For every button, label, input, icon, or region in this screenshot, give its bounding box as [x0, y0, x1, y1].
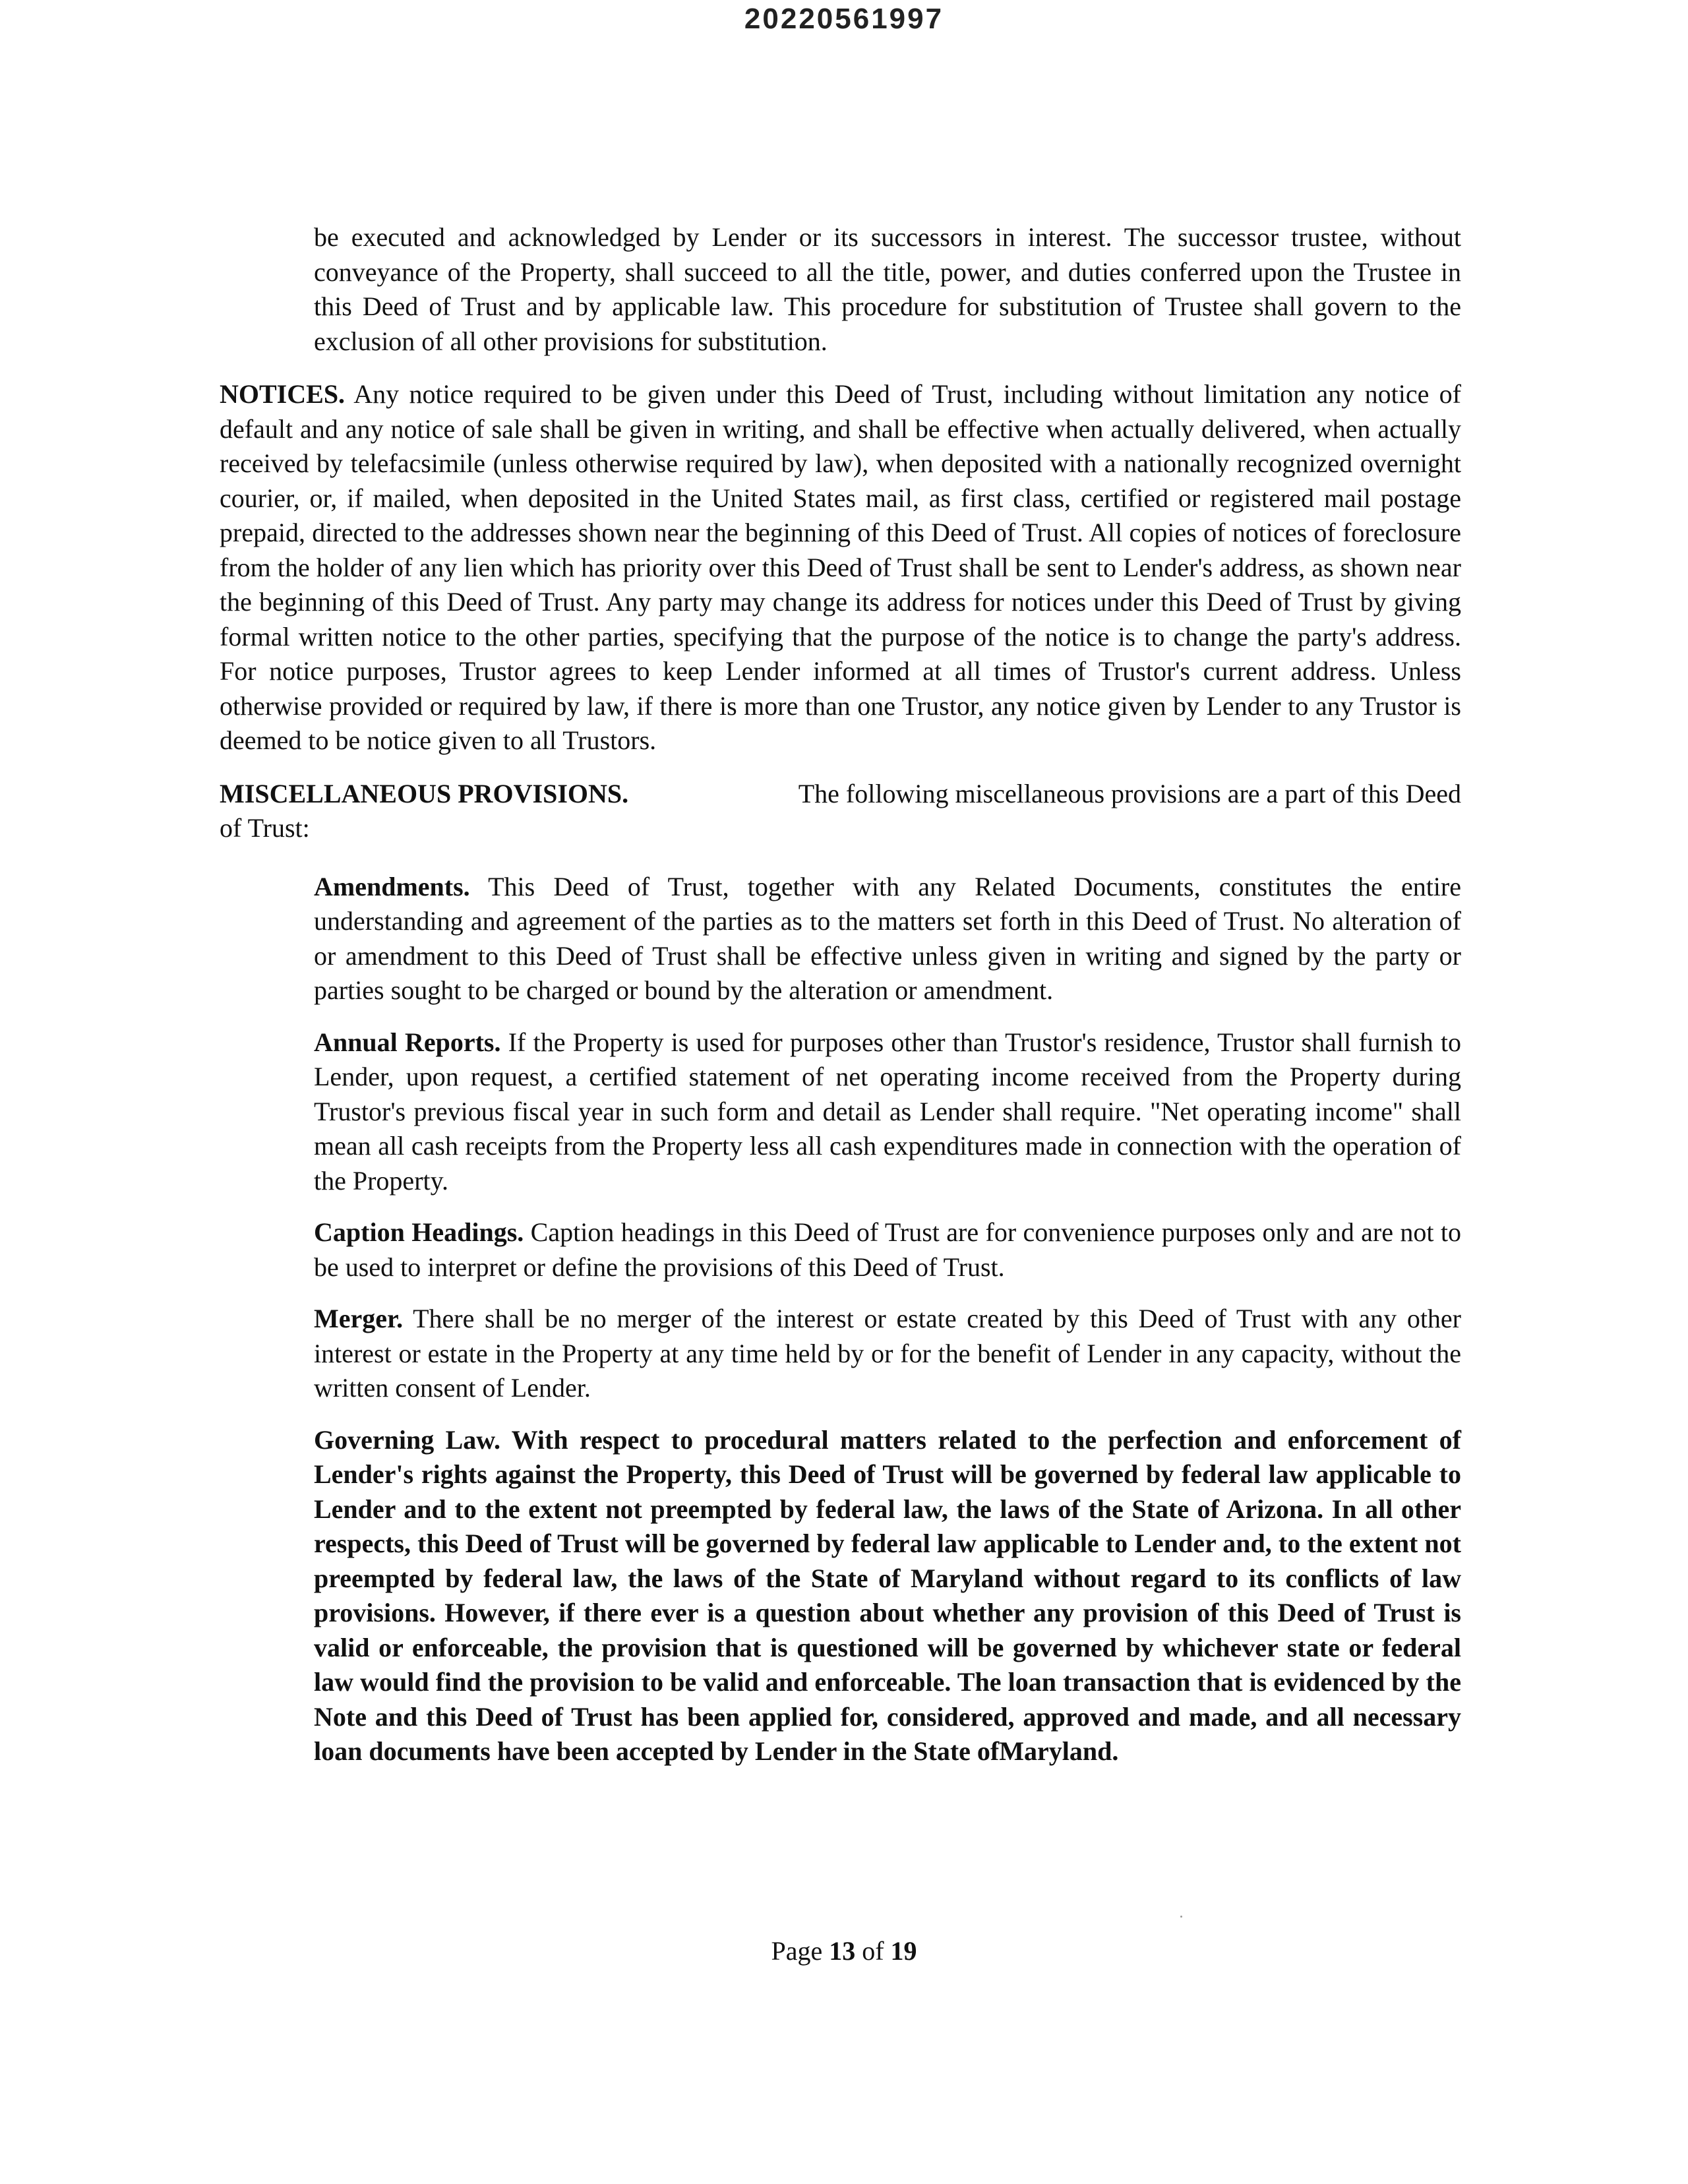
- provision-annual-reports: [314, 1025, 1461, 1199]
- provision-amendments: [314, 870, 1461, 1008]
- provision-text: This Deed of Trust, together with any Related Documents, constitutes the entire understanding and agreement of the parties as to the matters set forth in this Deed of Trust. No alteration of or amendment to this Deed of Trust shall be effective unless given in writing and signed by the party or parties sought to be charged or bound by the alteration or amendment.: [314, 871, 1461, 1005]
- provision-title: Merger.: [314, 1304, 404, 1333]
- page-total: 19: [890, 1936, 917, 1966]
- miscellaneous-heading: MISCELLANEOUS PROVISIONS.: [220, 778, 629, 808]
- provision-governing-law: [314, 1423, 1461, 1769]
- scan-artifact: [1180, 1916, 1182, 1918]
- page-label: Page: [771, 1936, 823, 1966]
- provision-text: Caption headings in this Deed of Trust are for convenience purposes only and are not to be used to interpret or define the provisions of this Deed of Trust.: [314, 1217, 1461, 1282]
- miscellaneous-intro-line: [220, 777, 1461, 812]
- miscellaneous-section: [220, 777, 1461, 846]
- miscellaneous-intro-text: The following miscellaneous provisions are a part of this Deed: [798, 778, 1461, 808]
- provision-text: With respect to procedural matters related to the perfection and enforcement of Lender's rights against the Property, this Deed of Trust will be governed by federal law applicable to Lender and to the extent not preempted by federal law, the laws of the State of Arizona. In all other respects, this Deed of Trust will be governed by federal law applicable to Lender and, to the extent not preempted by federal law, the laws of the State of Maryland without regard to its conflicts of law provisions. However, if there ever is a question about whether any provision of this Deed of Trust is valid or enforceable, the provision that is questioned will be governed by whichever state or federal law would find the provision to be valid and enforceable. The loan transaction that is evidenced by the Note and this Deed of Trust has been applied for, considered, approved and made, and all necessary loan documents have been accepted by Lender in the State ofMaryland.: [314, 1424, 1462, 1766]
- provision-caption-headings: [314, 1215, 1461, 1285]
- notices-section: [220, 377, 1461, 758]
- provision-title: Caption Headings.: [314, 1217, 524, 1247]
- provision-text: If the Property is used for purposes other than Trustor's residence, Trustor shall furnish to Lender, upon request, a certified statement of net operating income received from the Property during Trustor's previous fiscal year in such form and detail as Lender shall require. "Net operating income" shall mean all cash receipts from the Property less all cash expenditures made in connection with the operation of the Property.: [314, 1027, 1462, 1196]
- provision-title: Amendments.: [314, 871, 470, 901]
- document-number: 20220561997: [744, 3, 944, 35]
- notices-heading: NOTICES.: [220, 379, 346, 409]
- provision-title: Annual Reports.: [314, 1027, 501, 1057]
- notices-text: Any notice required to be given under this Deed of Trust, including without limitation any notice of default and any notice of sale shall be given in writing, and shall be effective when actually delivered, when actually received by telefacsimile (unless otherwise required by law), when deposited with a nationally recognized overnight courier, or, if mailed, when deposited in the United States mail, as first class, certified or registered mail postage prepaid, directed to the addresses shown near the beginning of this Deed of Trust. All copies of notices of foreclosure from the holder of any lien which has priority over this Deed of Trust shall be sent to Lender's address, as shown near the beginning of this Deed of Trust. Any party may change its address for notices under this Deed of Trust by giving formal written notice to the other parties, specifying that the purpose of the notice is to change the party's address. For notice purposes, Trustor agrees to keep Lender informed at all times of Trustor's current address. Unless otherwise provided or required by law, if there is more than one Trustor, any notice given by Lender to any Trustor is deemed to be notice given to all Trustors.: [220, 379, 1462, 755]
- page-number: 13: [829, 1936, 856, 1966]
- page-footer: [0, 1935, 1688, 1966]
- provision-merger: [314, 1302, 1461, 1406]
- miscellaneous-intro-continuation: of Trust:: [220, 813, 310, 843]
- page-of-label: of: [862, 1936, 884, 1966]
- provision-text: There shall be no merger of the interest or estate created by this Deed of Trust with any other interest or estate in the Property at any time held by or for the benefit of Lender in any capacity, without the written consent of Lender.: [314, 1304, 1462, 1403]
- provision-title: Governing Law.: [314, 1424, 500, 1455]
- continuation-paragraph: be executed and acknowledged by Lender or its successors in interest. The successor trustee, without conveyance of the Property, shall succeed to all the title, power, and duties conferred upon the Trustee in this Deed of Trust and by applicable law. This procedure for substitution of Trustee shall govern to the exclusion of all other provisions for substitution.: [314, 222, 1461, 356]
- document-body: [220, 220, 1461, 1769]
